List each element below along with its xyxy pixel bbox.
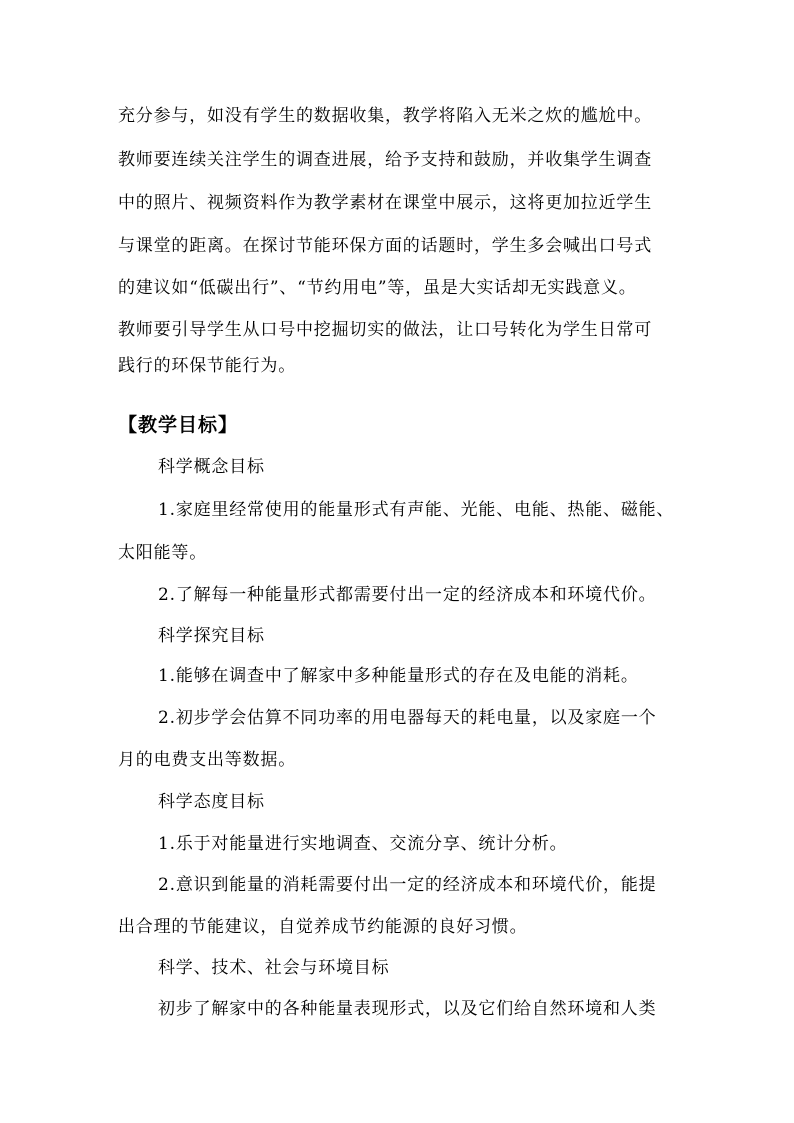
- objective-item: 1.乐于对能量进行实地调查、交流分享、统计分析。: [158, 834, 568, 854]
- paragraph-line: 践行的环保节能行为。: [118, 356, 296, 376]
- objective-item-continuation: 月的电费支出等数据。: [118, 750, 296, 770]
- objective-item: 2.意识到能量的消耗需要付出一定的经济成本和环境代价，能提: [158, 875, 657, 895]
- objective-item: 1.家庭里经常使用的能量形式有声能、光能、电能、热能、磁能、: [158, 500, 675, 520]
- subsection-title: 科学、技术、社会与环境目标: [158, 958, 390, 978]
- paragraph-line: 充分参与，如没有学生的数据收集，教学将陷入无米之炊的尴尬中。: [118, 106, 652, 126]
- paragraph-line: 中的照片、视频资料作为教学素材在课堂中展示，这将更加拉近学生: [118, 193, 652, 213]
- paragraph-line: 与课堂的距离。在探讨节能环保方面的话题时，学生多会喊出口号式: [118, 236, 652, 256]
- paragraph-line: 的建议如“低碳出行”、“节约用电”等，虽是大实话却无实践意义。: [118, 278, 637, 298]
- subsection-title: 科学概念目标: [158, 457, 265, 477]
- subsection-title: 科学态度目标: [158, 792, 265, 812]
- subsection-title: 科学探究目标: [158, 626, 265, 646]
- paragraph-line: 教师要连续关注学生的调查进展，给予支持和鼓励，并收集学生调查: [118, 150, 652, 170]
- objective-item: 1.能够在调查中了解家中多种能量形式的存在及电能的消耗。: [158, 666, 639, 686]
- paragraph-line: 教师要引导学生从口号中挖掘切实的做法，让口号转化为学生日常可: [118, 320, 652, 340]
- paragraph-line: 初步了解家中的各种能量表现形式，以及它们给自然环境和人类: [158, 999, 657, 1019]
- objective-item-continuation: 太阳能等。: [118, 543, 207, 563]
- objective-item-continuation: 出合理的节能建议，自觉养成节约能源的良好习惯。: [118, 917, 528, 937]
- section-heading: 【教学目标】: [118, 414, 239, 436]
- objective-item: 2.初步学会估算不同功率的用电器每天的耗电量，以及家庭一个: [158, 708, 657, 728]
- objective-item: 2.了解每一种能量形式都需要付出一定的经济成本和环境代价。: [158, 585, 657, 605]
